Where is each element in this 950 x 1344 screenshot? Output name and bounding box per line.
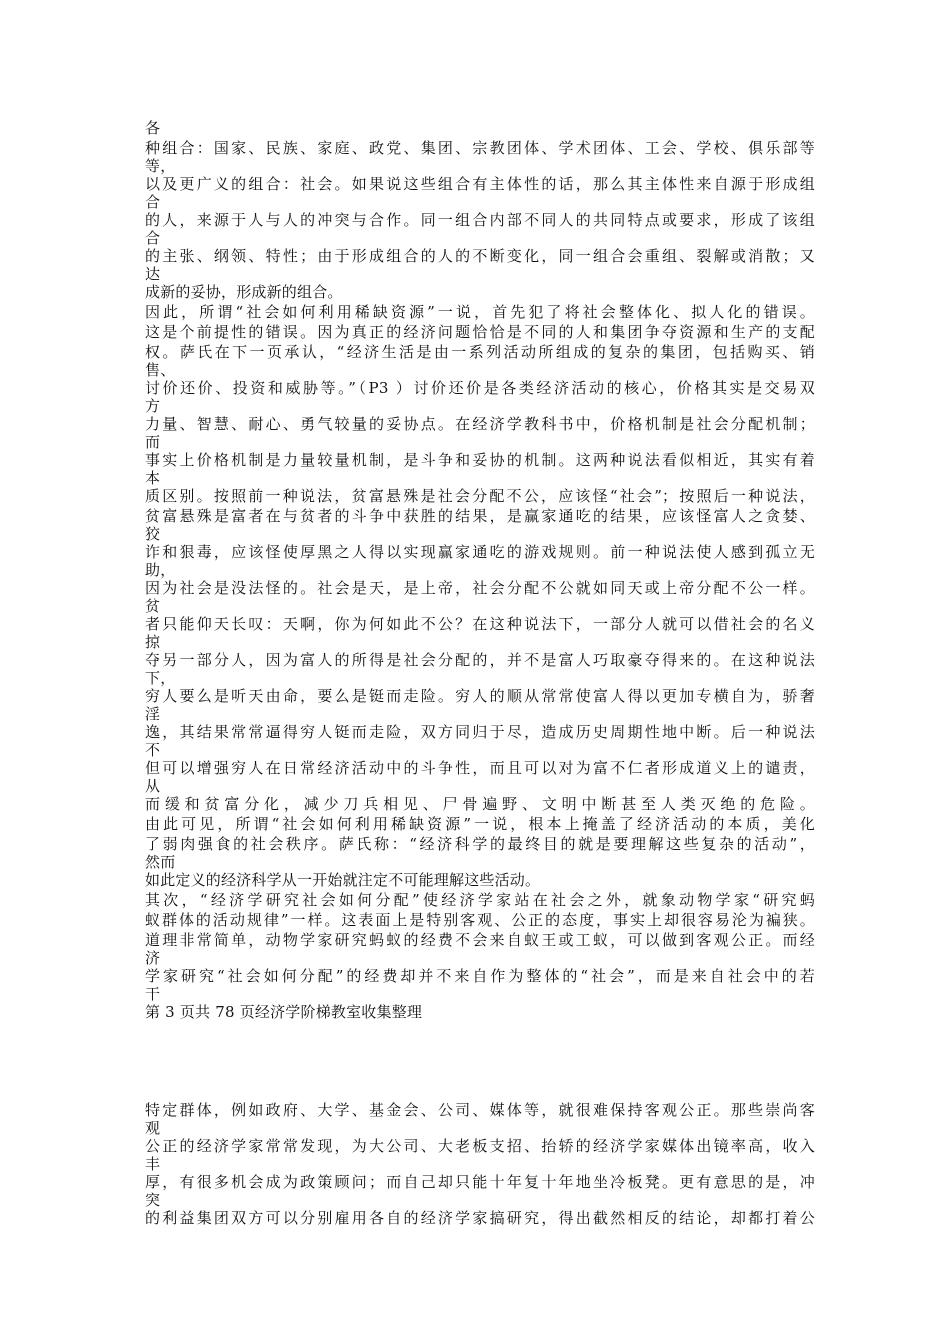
top-text-line: 贫富悬殊是富者在与贫者的斗争中获胜的结果，是赢家通吃的结果，应该怪富人之贪婪、: [145, 507, 815, 525]
top-text-line: 讨价还价、投资和威胁等。”（P3 ）讨价还价是各类经济活动的核心，价格其实是交易双: [145, 379, 815, 397]
top-text-line: 掠: [145, 633, 161, 651]
top-text-line: 穷人要么是听天由命，要么是铤而走险。穷人的顺从常常使富人得以更加专横自为，骄奢: [145, 687, 815, 705]
top-text-line: 力量、智慧、耐心、勇气较量的妥协点。在经济学教科书中，价格机制是社会分配机制；: [145, 415, 815, 433]
top-text-line: 道理非常简单，动物学家研究蚂蚁的经费不会来自蚁王或工蚁，可以做到客观公正。而经: [145, 931, 815, 949]
top-text-line: 由此可见，所谓“社会如何利用稀缺资源”一说，根本上掩盖了经济活动的本质，美化: [145, 815, 815, 833]
top-text-line: 贫: [145, 597, 161, 615]
top-text-line: 但可以增强穷人在日常经济活动中的斗争性，而且可以对为富不仁者形成道义上的谴责，: [145, 759, 815, 777]
top-text-line: 因此，所谓“社会如何利用稀缺资源”一说，首先犯了将社会整体化、拟人化的错误。: [145, 303, 815, 321]
bottom-text-line: 公正的经济学家常常发现，为大公司、大老板支招、抬轿的经济学家媒体出镜率高，收入: [145, 1137, 815, 1155]
top-text-line: 的人，来源于人与人的冲突与合作。同一组合内部不同人的共同特点或要求，形成了该组: [145, 211, 815, 229]
page-text-top: [145, 118, 815, 1022]
top-text-line: 干: [145, 985, 161, 1003]
top-text-line: 逸，其结果常常逼得穷人铤而走险，双方同归于尽，造成历史周期性地中断。后一种说法: [145, 723, 815, 741]
top-text-line: 方: [145, 397, 161, 415]
top-text-line: 淫: [145, 705, 161, 723]
top-text-line: 从: [145, 777, 161, 795]
top-text-line: 不: [145, 741, 161, 759]
top-text-line: 达: [145, 265, 161, 283]
top-text-line: 然而: [145, 853, 176, 871]
top-text-line: 济: [145, 949, 161, 967]
top-text-line: 的主张、纲领、特性；由于形成组合的人的不断变化，同一组合会重组、裂解或消散；又: [145, 247, 815, 265]
page-text-bottom: [145, 1100, 815, 1228]
bottom-text-line: 厚，有很多机会成为政策顾问；而自己却只能十年复十年地坐冷板凳。更有意思的是，冲: [145, 1173, 815, 1191]
bottom-text-line: 特定群体，例如政府、大学、基金会、公司、媒体等，就很难保持客观公正。那些崇尚客: [145, 1101, 815, 1119]
bottom-text-line: 丰: [145, 1155, 161, 1173]
top-text-line: 其次，“经济学研究社会如何分配”使经济学家站在社会之外，就象动物学家“研究蚂: [145, 891, 815, 909]
top-text-line: 事实上价格机制是力量较量机制，是斗争和妥协的机制。这两种说法看似相近，其实有着: [145, 451, 815, 469]
top-text-line: 合: [145, 193, 161, 211]
top-text-line: 种组合：国家、民族、家庭、政党、集团、宗教团体、学术团体、工会、学校、俱乐部等: [145, 139, 815, 157]
top-text-line: 诈和狠毒，应该怪使厚黑之人得以实现赢家通吃的游戏规则。前一种说法使人感到孤立无: [145, 543, 815, 561]
top-text-line: 这是个前提性的错误。因为真正的经济问题恰恰是不同的人和集团争夺资源和生产的支配: [145, 323, 815, 341]
top-text-line: 下，: [145, 669, 176, 687]
bottom-text-line: 突: [145, 1191, 161, 1209]
top-text-line: 而: [145, 433, 161, 451]
top-text-line: 各: [145, 119, 161, 137]
bottom-text-line: 观: [145, 1119, 161, 1137]
top-text-line: 蚁群体的活动规律”一样。这表面上是特别客观、公正的态度，事实上却很容易沦为褊狭。: [145, 911, 815, 929]
top-text-line: 了弱肉强食的社会秩序。萨氏称：“经济科学的最终目的就是要理解这些复杂的活动”，: [145, 835, 815, 853]
top-text-line: 因为社会是没法怪的。社会是天，是上帝，社会分配不公就如同天或上帝分配不公一样。: [145, 579, 815, 597]
bottom-text-line: 的利益集团双方可以分别雇用各自的经济学家搞研究，得出截然相反的结论，却都打着公: [145, 1209, 815, 1227]
top-text-line: 学家研究“社会如何分配”的经费却并不来自作为整体的“社会”，而是来自社会中的若: [145, 967, 815, 985]
top-text-line: 助，: [145, 561, 176, 579]
top-text-line: 等，: [145, 157, 176, 175]
top-text-line: 合: [145, 229, 161, 247]
top-text-line: 夺另一部分人，因为富人的所得是社会分配的，并不是富人巧取豪夺得来的。在这种说法: [145, 651, 815, 669]
top-text-line: 权。萨氏在下一页承认，“经济生活是由一系列活动所组成的复杂的集团，包括购买、销: [145, 343, 815, 361]
top-text-line: 第 3 页共 78 页经济学阶梯教室收集整理: [145, 1003, 423, 1021]
top-text-line: 成新的妥协，形成新的组合。: [145, 283, 343, 301]
top-text-line: 以及更广义的组合：社会。如果说这些组合有主体性的话，那么其主体性来自源于形成组: [145, 175, 815, 193]
top-text-line: 质区别。按照前一种说法，贫富悬殊是社会分配不公，应该怪“社会”；按照后一种说法，: [145, 487, 815, 505]
top-text-line: 售、: [145, 361, 176, 379]
top-text-line: 狡: [145, 525, 161, 543]
top-text-line: 如此定义的经济科学从一开始就注定不可能理解这些活动。: [145, 871, 541, 889]
top-text-line: 而缓和贫富分化，减少刀兵相见、尸骨遍野、文明中断甚至人类灭绝的危险。: [145, 795, 815, 813]
top-text-line: 者只能仰天长叹：天啊，你为何如此不公？在这种说法下，一部分人就可以借社会的名义: [145, 615, 815, 633]
top-text-line: 本: [145, 469, 161, 487]
